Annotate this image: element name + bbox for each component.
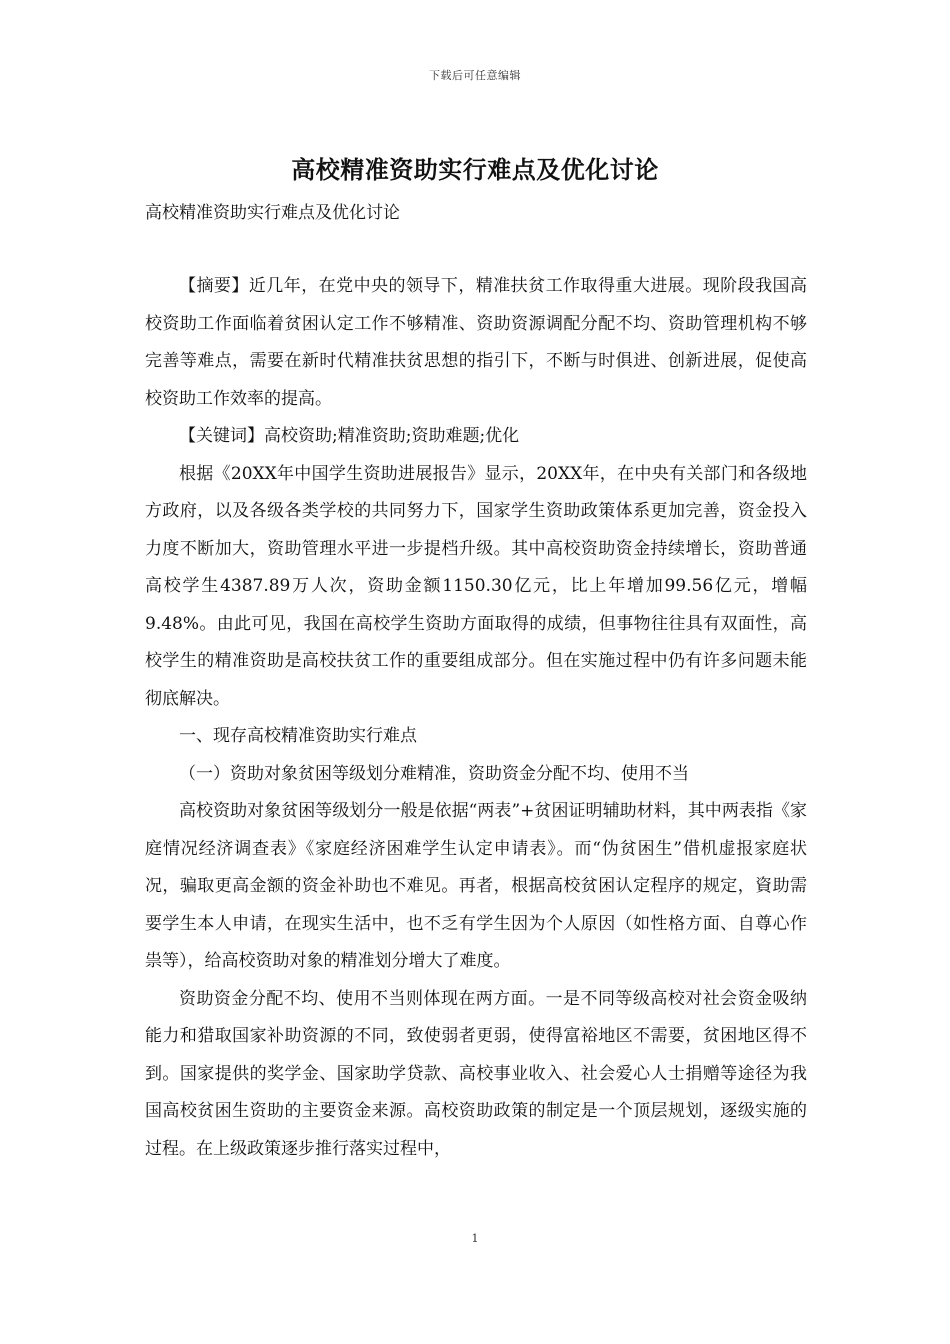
abstract-paragraph: 【摘要】近几年，在党中央的领导下，精准扶贫工作取得重大进展。现阶段我国高校资助工作面临着贫困认定工作不够精准、资助资源调配分配不均、资助管理机构不够完善等难点，需要在新时代精准扶贫思想的指引下，不断与时俱进、创新进展，促使高校资助工作效率的提高。: [145, 276, 807, 409]
document-body: [145, 268, 807, 1168]
page-number: 1: [471, 1232, 479, 1245]
document-title: 高校精准资助实行难点及优化讨论: [291, 155, 659, 184]
body-paragraph: 资助资金分配不均、使用不当则体现在两方面。一是不同等级高校对社会资金吸纳能力和猎取国家补助资源的不同，致使弱者更弱，使得富裕地区不需要，贫困地区得不到。国家提供的奖学金、国家助学贷款、高校事业收入、社会爱心人士捐赠等途径为我国高校贫困生资助的主要资金来源。高校资助政策的制定是一个顶层规划，逐级实施的过程。在上级政策逐步推行落实过程中，: [145, 988, 807, 1159]
section-heading: 一、现存高校精准资助实行难点: [179, 726, 417, 746]
body-paragraph: 高校资助对象贫困等级划分一般是依据“两表”+贫困证明辅助材料，其中两表指《家庭情况经济调查表》《家庭经济困难学生认定申请表》。而“伪贫困生”借机虚报家庭状况，骗取更高金额的资金补助也不难见。再者，根据高校贫困认定程序的规定，資助需要学生本人申请，在现实生活中，也不乏有学生因为个人原因（如性格方面、自尊心作祟等），给高校资助对象的精准划分增大了难度。: [145, 801, 807, 971]
keywords-paragraph: 【关键词】高校资助;精准资助;资助难题;优化: [179, 426, 520, 446]
body-paragraph: 根据《20XX年中国学生资助进展报告》显示，20XX年，在中央有关部门和各级地方政府，以及各级各类学校的共同努力下，国家学生资助政策体系更加完善，资金投入力度不断加大，资助管理水平进一步提档升级。其中高校资助资金持续增长，资助普通高校学生4387.89万人次，资助金额1150.30亿元，比上年增加99.56亿元，增幅9.48%。由此可见，我国在高校学生资助方面取得的成绩，但事物往往具有双面性，高校学生的精准资助是高校扶贫工作的重要组成部分。但在实施过程中仍有许多问题未能彻底解决。: [145, 463, 807, 709]
subsection-heading: （一）资助对象贫困等级划分难精准，资助资金分配不均、使用不当: [179, 763, 689, 784]
page-header-note: 下载后可任意编辑: [429, 69, 521, 82]
document-subtitle: 高校精准资助实行难点及优化讨论: [145, 203, 400, 223]
